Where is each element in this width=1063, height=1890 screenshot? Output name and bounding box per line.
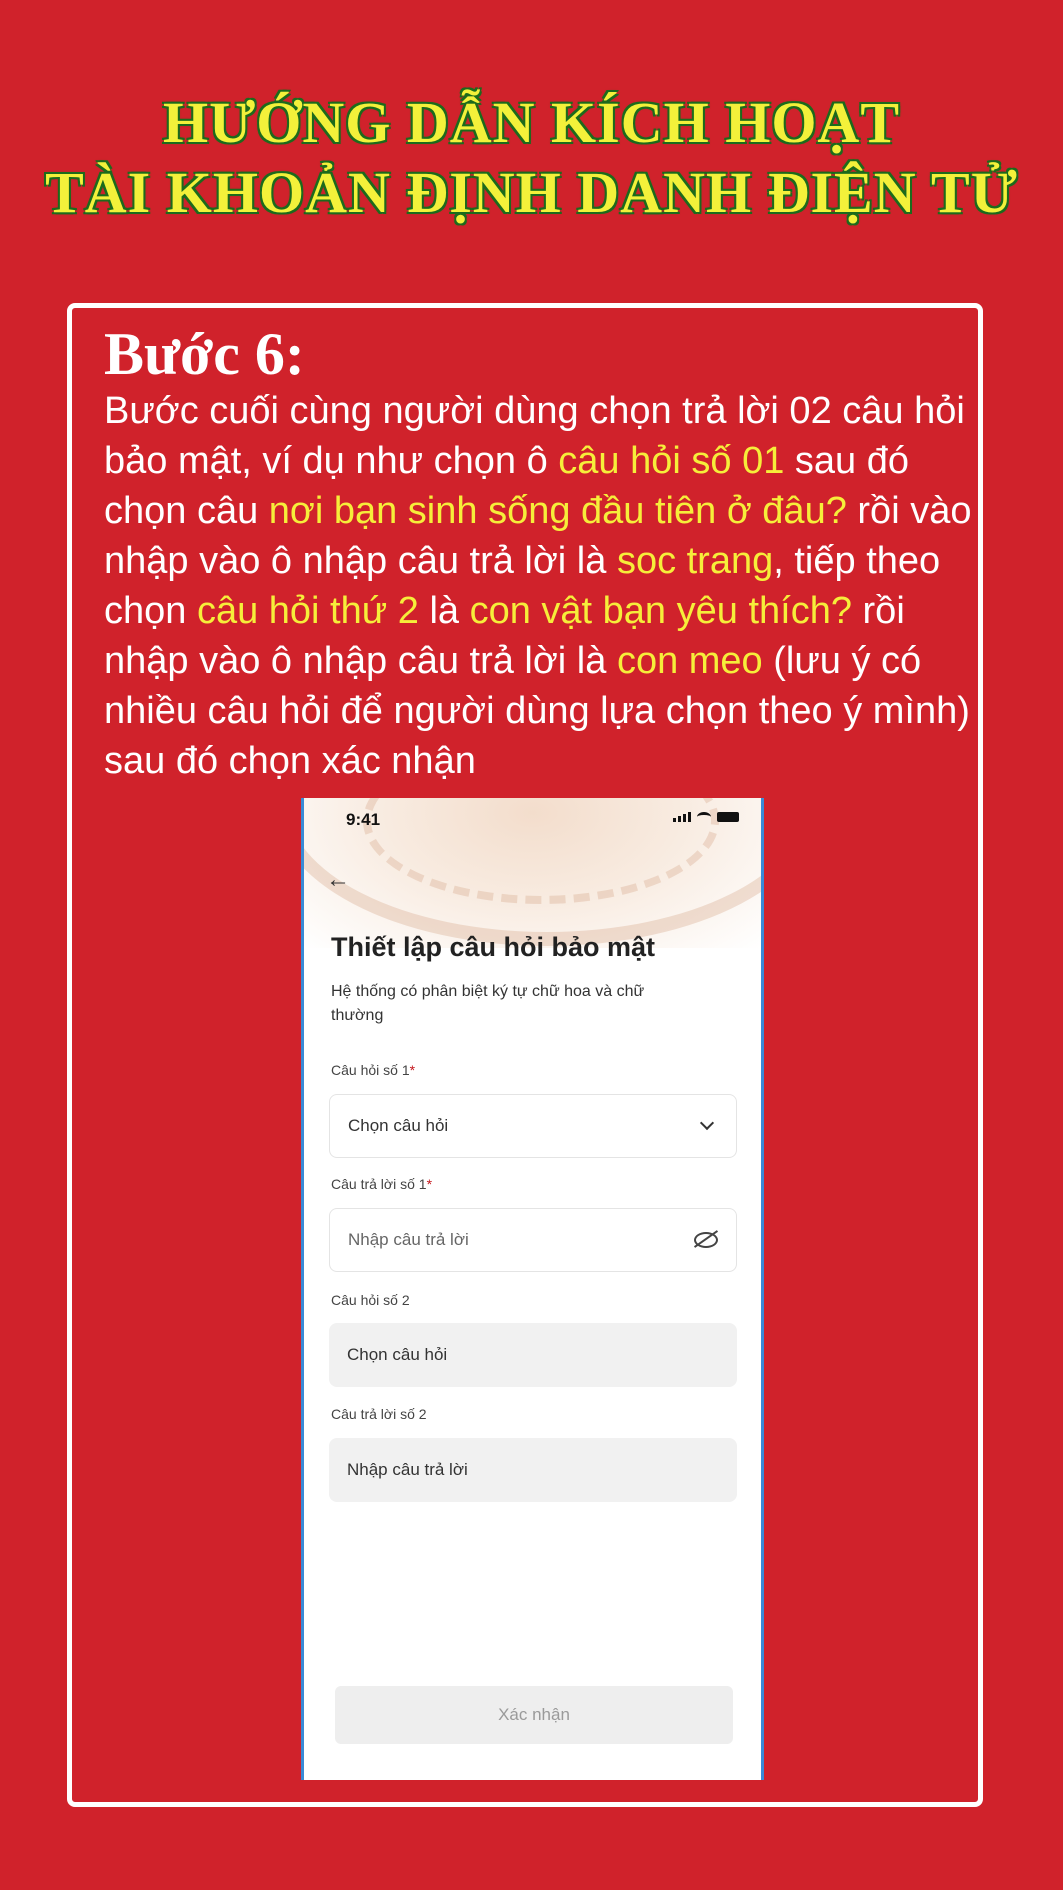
battery-icon	[717, 812, 739, 822]
confirm-button[interactable]: Xác nhận	[335, 1686, 733, 1744]
highlighted-text: câu hỏi thứ 2	[196, 590, 419, 632]
required-mark: *	[409, 1062, 416, 1078]
question-1-select-value: Chọn câu hỏi	[348, 1116, 449, 1135]
answer-1-input[interactable]	[329, 1208, 737, 1272]
highlighted-text: con meo	[616, 640, 763, 682]
question-2-select[interactable]	[329, 1323, 737, 1387]
status-icons	[673, 812, 739, 822]
page-title	[0, 88, 1063, 228]
chevron-down-icon	[700, 1116, 714, 1130]
signal-icon	[673, 812, 691, 822]
wifi-icon	[697, 812, 711, 822]
answer-2-input[interactable]	[329, 1438, 737, 1502]
description-text: Bước cuối cùng người dùng chọn trả lời 02 câu hỏi bảo mật, ví dụ như chọn ô	[104, 390, 965, 482]
highlighted-text: câu hỏi số 01	[558, 440, 785, 482]
screen-subtitle: Hệ thống có phân biệt ký tự chữ hoa và chữ thường	[331, 983, 645, 1024]
page-title-line-1: HƯỚNG DẪN KÍCH HOẠT	[162, 90, 901, 155]
arrow-left-icon[interactable]: ←	[326, 866, 350, 893]
description-text: , tiếp theo chọn	[104, 540, 941, 632]
phone-screenshot	[301, 798, 764, 1780]
answer-1-placeholder: Nhập câu trả lời	[348, 1230, 469, 1249]
step-description	[104, 386, 984, 786]
description-text: là	[418, 590, 470, 632]
required-mark: *	[426, 1176, 433, 1192]
answer-1-label	[331, 1176, 432, 1192]
eye-off-icon[interactable]	[694, 1232, 718, 1248]
answer-2-label: Câu trả lời số 2	[331, 1406, 427, 1422]
highlighted-text: con vật bạn yêu thích?	[469, 590, 852, 632]
screen-title: Thiết lập câu hỏi bảo mật	[331, 932, 656, 962]
status-time: 9:41	[346, 810, 381, 829]
question-2-select-value: Chọn câu hỏi	[347, 1345, 448, 1364]
highlighted-text: soc trang	[616, 540, 774, 582]
step-title: Bước 6:	[104, 321, 305, 387]
answer-2-placeholder: Nhập câu trả lời	[347, 1460, 468, 1479]
question-1-label-text: Câu hỏi số 1	[331, 1062, 410, 1078]
description-text: rồi vào nhập vào ô nhập câu trả lời là	[104, 490, 972, 582]
highlighted-text: nơi bạn sinh sống đầu tiên ở đâu?	[268, 490, 847, 532]
description-text: sau đó chọn câu	[104, 440, 909, 532]
question-1-label	[331, 1062, 415, 1078]
description-text: rồi nhập vào ô nhập câu trả lời là	[104, 590, 905, 682]
question-1-select[interactable]	[329, 1094, 737, 1158]
question-2-label: Câu hỏi số 2	[331, 1292, 410, 1308]
answer-1-label-text: Câu trả lời số 1	[331, 1176, 427, 1192]
page-title-line-2: TÀI KHOẢN ĐỊNH DANH ĐIỆN TỬ	[45, 160, 1018, 225]
description-text: (lưu ý có nhiều câu hỏi để người dùng lựa chọn theo ý mình) sau đó chọn xác nhận	[104, 640, 970, 782]
